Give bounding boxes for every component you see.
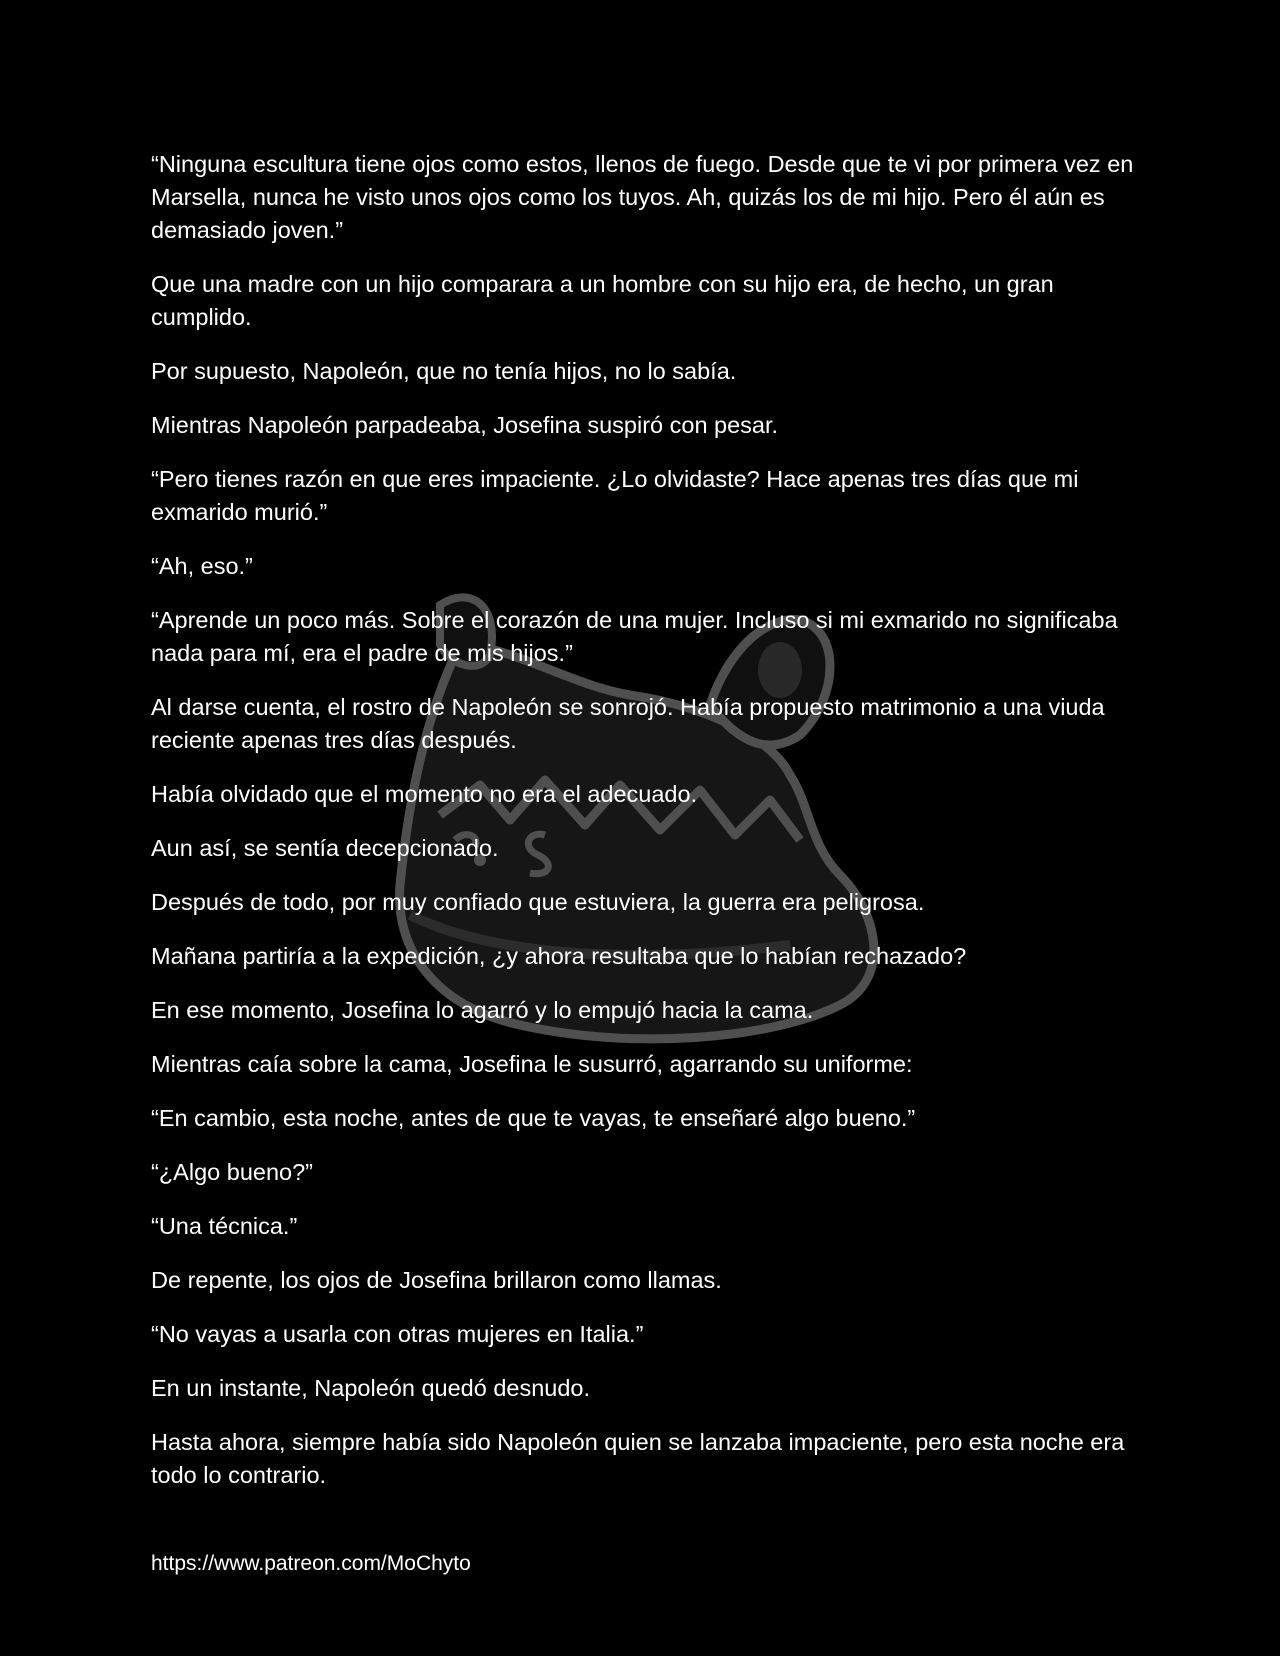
paragraph-15: “En cambio, esta noche, antes de que te vayas, te enseñaré algo bueno.” — [151, 1105, 916, 1131]
paragraph-2: Que una madre con un hijo comparara a un hombre con su hijo era, de hecho, un gran cumplido. — [151, 271, 1054, 330]
paragraph-12: Mañana partiría a la expedición, ¿y ahora resultaba que lo habían rechazado? — [151, 943, 967, 969]
paragraph-10: Aun así, se sentía decepcionado. — [151, 835, 499, 861]
paragraph-5: “Pero tienes razón en que eres impaciente. ¿Lo olvidaste? Hace apenas tres días que mi exmarido murió.” — [151, 466, 1079, 525]
paragraph-18: De repente, los ojos de Josefina brillaron como llamas. — [151, 1267, 722, 1293]
paragraph-20: En un instante, Napoleón quedó desnudo. — [151, 1375, 591, 1401]
paragraph-11: Después de todo, por muy confiado que estuviera, la guerra era peligrosa. — [151, 889, 925, 915]
paragraph-17: “Una técnica.” — [151, 1213, 298, 1239]
paragraph-14: Mientras caía sobre la cama, Josefina le susurró, agarrando su uniforme: — [151, 1051, 913, 1077]
paragraph-4: Mientras Napoleón parpadeaba, Josefina suspiró con pesar. — [151, 412, 779, 438]
paragraph-13: En ese momento, Josefina lo agarró y lo empujó hacia la cama. — [151, 997, 814, 1023]
paragraph-8: Al darse cuenta, el rostro de Napoleón se sonrojó. Había propuesto matrimonio a una viuda reciente apenas tres días después. — [151, 694, 1105, 753]
paragraph-9: Había olvidado que el momento no era el adecuado. — [151, 781, 698, 807]
paragraph-16: “¿Algo bueno?” — [151, 1159, 313, 1185]
story-text — [151, 148, 1136, 1513]
paragraph-7: “Aprende un poco más. Sobre el corazón de una mujer. Incluso si mi exmarido no significaba nada para mí, era el padre de mis hijos.” — [151, 607, 1118, 666]
paragraph-21: Hasta ahora, siempre había sido Napoleón quien se lanzaba impaciente, pero esta noche era todo lo contrario. — [151, 1429, 1125, 1488]
paragraph-6: “Ah, eso.” — [151, 553, 253, 579]
patreon-link[interactable]: https://www.patreon.com/MoChyto — [151, 1552, 471, 1575]
paragraph-1: “Ninguna escultura tiene ojos como estos, llenos de fuego. Desde que te vi por primera vez en Marsella, nunca he visto unos ojos como los tuyos. Ah, quizás los de mi hijo. Pero él aún es demasiado joven.” — [151, 151, 1134, 243]
paragraph-19: “No vayas a usarla con otras mujeres en Italia.” — [151, 1321, 644, 1347]
paragraph-3: Por supuesto, Napoleón, que no tenía hijos, no lo sabía. — [151, 358, 737, 384]
